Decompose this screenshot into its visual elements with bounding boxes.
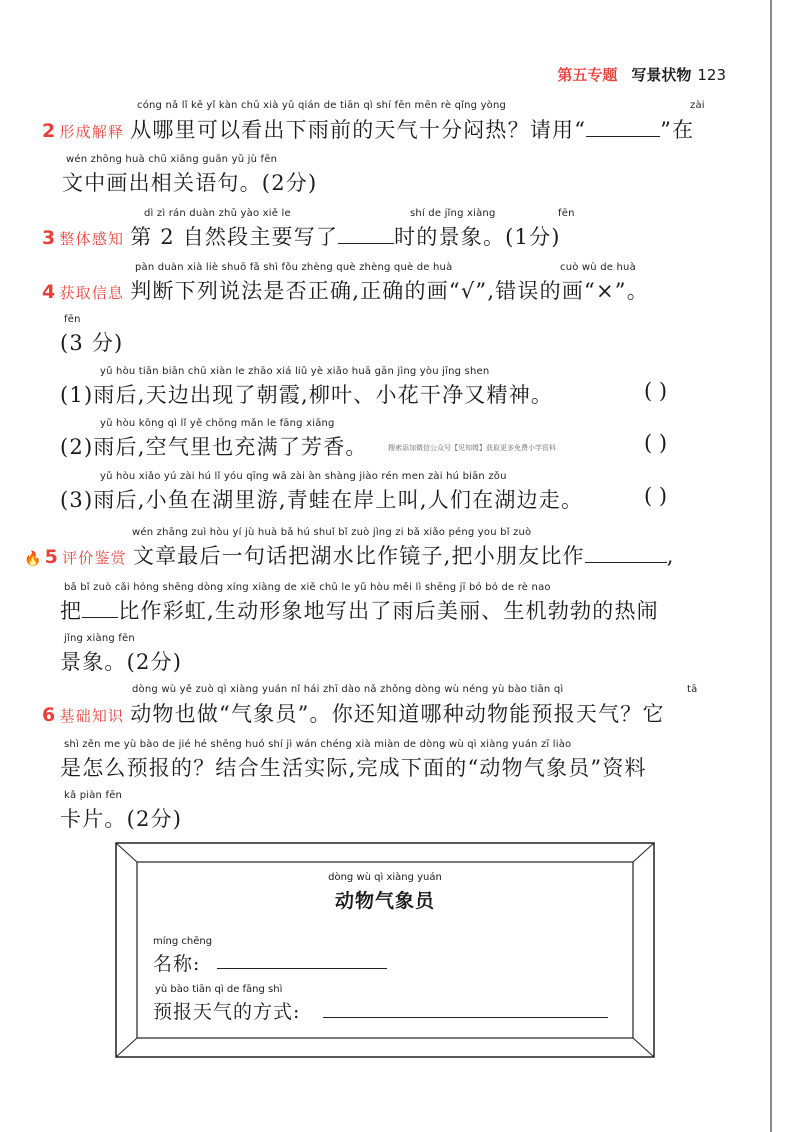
question-tag: 形成解释 — [59, 123, 125, 141]
page-number: 123 — [697, 66, 726, 84]
question-line: 🔥 5 评价鉴赏 文章最后一句话把湖水比作镜子,把小朋友比作 , — [24, 544, 675, 568]
question-tag: 获取信息 — [59, 284, 125, 302]
question-line: 把 比作彩虹,生动形象地写出了雨后美丽、生机勃勃的热闹 — [60, 599, 659, 623]
pinyin-line: cuò wù de huà — [560, 262, 636, 273]
pinyin-line: yǔ hòu kōng qì lǐ yě chōng mǎn le fāng xiāng — [100, 418, 335, 429]
question-2 — [42, 100, 732, 200]
question-line: 卡片。(2分) — [60, 807, 183, 831]
pinyin-line: dì zì rán duàn zhǔ yào xiě le — [144, 208, 291, 219]
pinyin-line: shí de jǐng xiàng — [410, 208, 496, 219]
name-answer-line[interactable] — [217, 968, 387, 969]
pinyin-line: kǎ piàn fēn — [64, 790, 123, 801]
pinyin-line: wén zhōng huà chū xiāng guān yǔ jù fēn — [66, 154, 278, 165]
pinyin-line: míng chēng — [153, 936, 213, 947]
question-5 — [24, 527, 732, 677]
question-3 — [42, 208, 732, 258]
pinyin-line: yǔ hòu tiān biān chū xiàn le zhāo xiá liǔ yè xiǎo huā gān jìng yòu jīng shen — [100, 366, 490, 377]
question-tag: 整体感知 — [59, 230, 125, 248]
pinyin-line: zài — [690, 100, 705, 111]
page-edge — [770, 0, 772, 1132]
pinyin-line: tā — [687, 684, 698, 695]
pinyin-line: fēn — [64, 314, 81, 325]
pinyin-line: fēn — [558, 208, 575, 219]
question-line: 6 基础知识 动物也做“气象员”。你还知道哪种动物能预报天气？它 — [42, 702, 665, 726]
question-number: 4 — [42, 281, 57, 303]
weather-animal-card — [115, 842, 655, 1058]
watermark-text: 搜索添加微信公众号【见知姆】获取更多免费小学资料 — [388, 444, 556, 452]
pinyin-line: pàn duàn xià liè shuō fǎ shì fǒu zhèng què zhèng què de huà — [135, 262, 453, 273]
question-line: 3 整体感知 第 2 自然段主要写了 时的景象。(1分) — [42, 225, 561, 249]
question-tag: 评价鉴赏 — [62, 549, 127, 567]
answer-blank[interactable] — [82, 598, 118, 618]
question-line: 是怎么预报的？结合生活实际,完成下面的“动物气象员”资料 — [60, 756, 647, 780]
question-line: 2 形成解释 从哪里可以看出下雨前的天气十分闷热？请用“ ”在 — [42, 118, 695, 142]
flame-icon: 🔥 — [24, 551, 43, 567]
pinyin-line: wén zhāng zuì hòu yí jù huà bǎ hú shuǐ bǐ zuò jìng zi bǎ xiǎo péng you bǐ zuò — [132, 527, 532, 538]
question-number: 2 — [42, 120, 57, 142]
question-line: 文中画出相关语句。(2分) — [62, 171, 318, 195]
pinyin-line: bǎ bǐ zuò cǎi hóng shēng dòng xíng xiàng de xiě chū le yǔ hòu měi lì shēng jī bó bó de rè nao — [64, 582, 551, 593]
answer-blank[interactable] — [586, 117, 660, 137]
section-title: 写景状物 — [631, 66, 692, 84]
question-tag: 基础知识 — [59, 707, 125, 725]
statement-item: (1)雨后,天边出现了朝霞,柳叶、小花干净又精神。 — [60, 383, 554, 407]
name-label: 名称: — [153, 953, 201, 975]
answer-blank[interactable] — [585, 543, 667, 563]
question-number: 6 — [42, 704, 57, 726]
statement-item: (3)雨后,小鱼在湖里游,青蛙在岸上叫,人们在湖边走。 — [60, 488, 584, 512]
pinyin-line: yù bào tiān qì de fāng shì — [155, 984, 283, 995]
topic-label: 第五专题 — [557, 66, 618, 84]
pinyin-line: dòng wù yě zuò qì xiàng yuán nǐ hái zhī dào nǎ zhǒng dòng wù néng yù bào tiān qì — [132, 684, 564, 695]
question-line: 4 获取信息 判断下列说法是否正确,正确的画“√”,错误的画“×”。 — [42, 279, 649, 303]
page-header — [557, 64, 726, 85]
method-label: 预报天气的方式: — [153, 1001, 301, 1023]
answer-blank[interactable] — [338, 224, 394, 244]
question-number: 3 — [42, 227, 57, 249]
answer-parenthesis[interactable]: ( ) — [644, 379, 668, 403]
answer-parenthesis[interactable]: ( ) — [644, 484, 668, 508]
question-number: 5 — [44, 546, 60, 568]
card-title: 动物气象员 — [334, 890, 435, 912]
statement-item: (2)雨后,空气里也充满了芳香。 — [60, 435, 368, 459]
pinyin-line: jǐng xiàng fēn — [64, 633, 135, 644]
answer-parenthesis[interactable]: ( ) — [644, 431, 668, 455]
question-4 — [42, 262, 732, 522]
method-answer-line[interactable] — [323, 1017, 608, 1018]
question-6 — [42, 684, 732, 834]
pinyin-line: yǔ hòu xiǎo yú zài hú lǐ yóu qīng wā zài àn shàng jiào rén men zài hú biān zǒu — [100, 471, 507, 482]
pinyin-line: shì zěn me yù bào de jié hé shēng huó shí jì wán chéng xià miàn de dòng wù qì xiàng yuán zī liào — [64, 739, 572, 750]
card-title-pinyin: dòng wù qì xiàng yuán — [328, 872, 442, 883]
question-line: 景象。(2分) — [60, 650, 183, 674]
pinyin-line: cóng nǎ lǐ kě yǐ kàn chū xià yǔ qián de tiān qì shí fēn mēn rè qǐng yòng — [137, 100, 507, 111]
question-line: (3 分) — [60, 331, 124, 355]
